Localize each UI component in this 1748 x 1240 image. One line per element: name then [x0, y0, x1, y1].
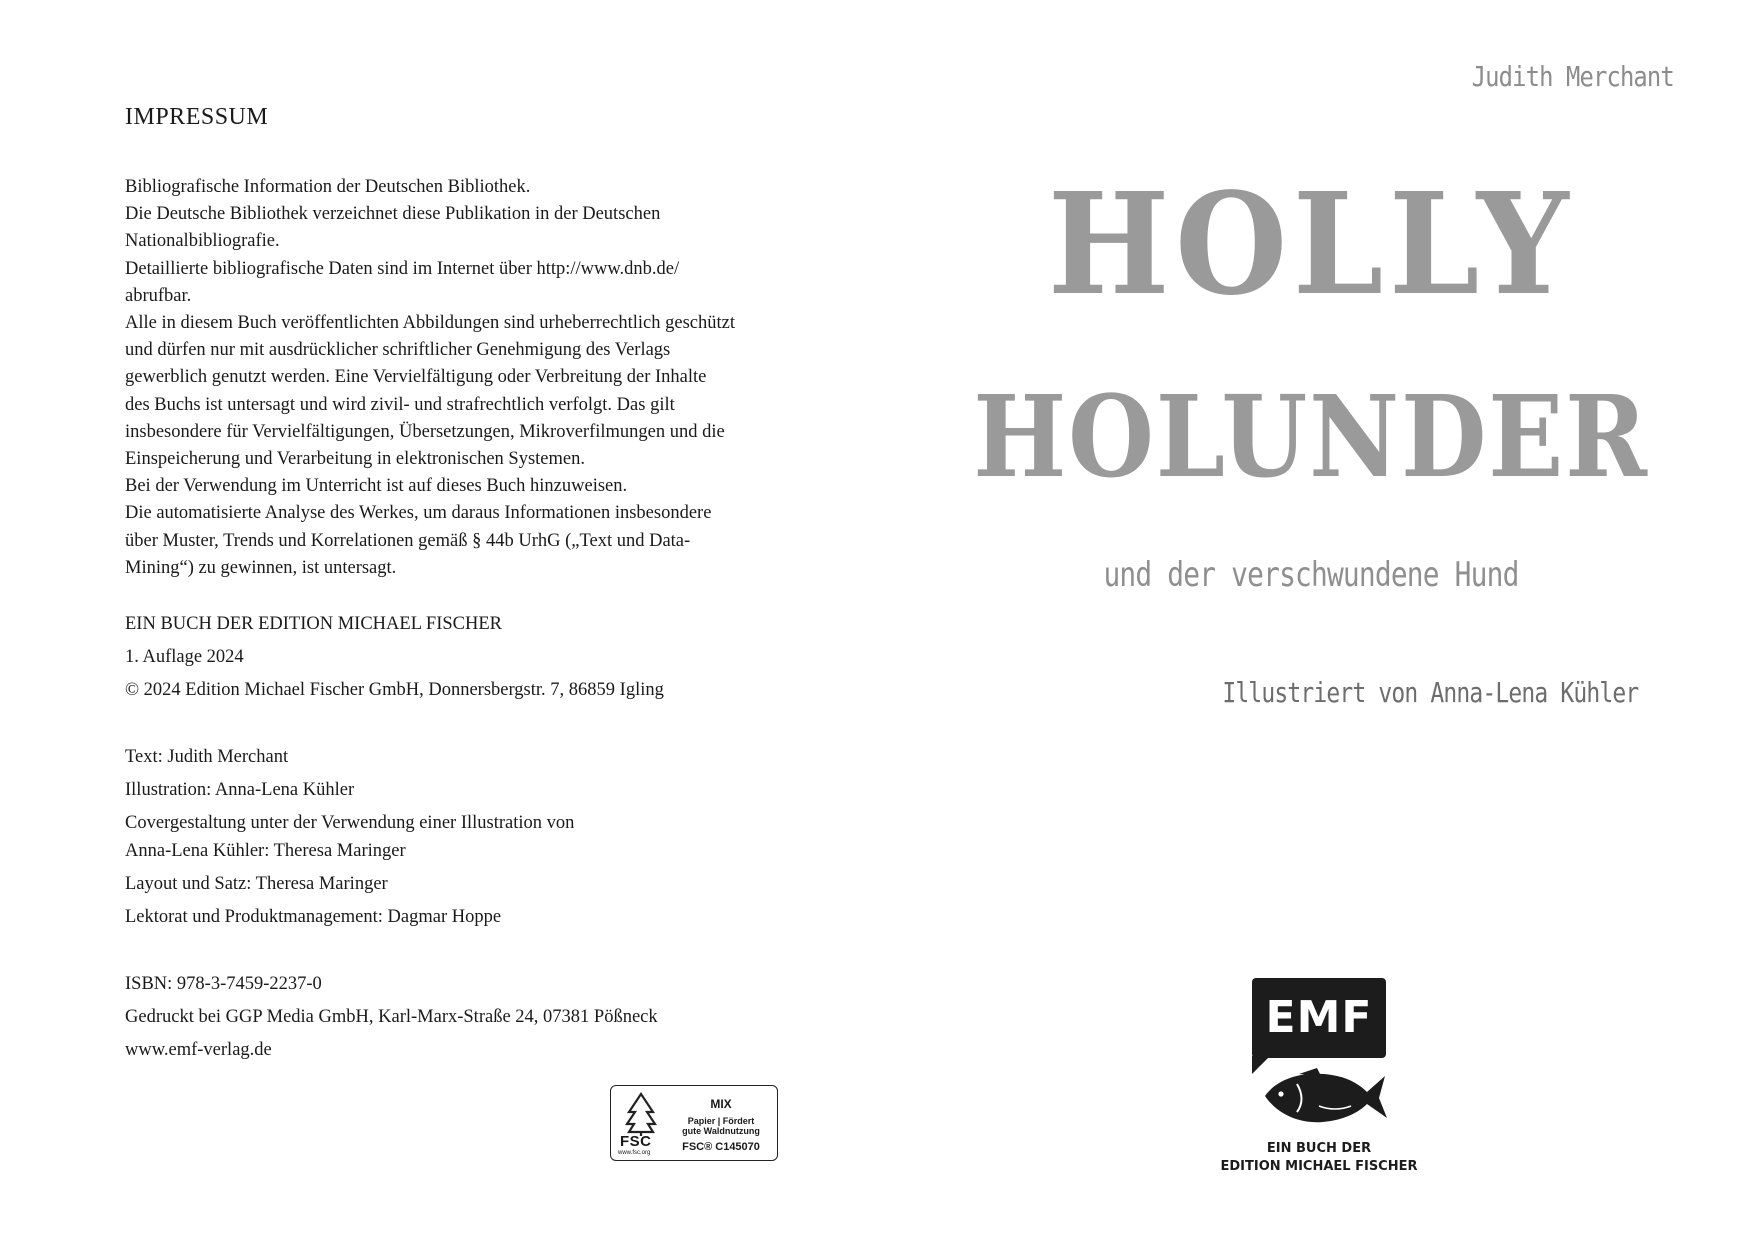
legal-line: Einspeicherung und Verarbeitung in elektronischen Systemen.	[125, 449, 585, 470]
publisher-caption-line: EDITION MICHAEL FISCHER	[1220, 1159, 1418, 1174]
edition-auflage: 1. Auflage 2024	[125, 647, 244, 668]
legal-line: abrufbar.	[125, 285, 192, 306]
fsc-desc-line: Papier | Fördert	[687, 1116, 755, 1126]
credit-cover-line1: Covergestaltung unter der Verwendung einer Illustration von	[125, 813, 575, 834]
author-name: Judith Merchant	[1471, 60, 1674, 93]
legal-line: über Muster, Trends und Korrelationen gemäß § 44b UrhG („Text und Data-	[125, 530, 691, 551]
emf-logo-text: EMF	[1265, 992, 1373, 1043]
legal-line: insbesondere für Vervielfältigungen, Übersetzungen, Mikroverfilmungen und die	[125, 421, 725, 442]
legal-line: Die Deutsche Bibliothek verzeichnet diese Publikation in der Deutschen	[125, 204, 661, 225]
legal-line: Bibliografische Information der Deutschen Bibliothek.	[125, 177, 531, 197]
legal-line: Detaillierte bibliografische Daten sind im Internet über http://www.dnb.de/	[125, 258, 680, 279]
fsc-desc-line: gute Waldnutzung	[682, 1126, 760, 1136]
fsc-label	[610, 1085, 778, 1161]
credit-text: Text: Judith Merchant	[125, 747, 289, 767]
book-title-line2: HOLUNDER	[973, 372, 1649, 503]
legal-line: des Buchs ist untersagt und wird zivil- und strafrechtlich verfolgt. Das gilt	[125, 394, 675, 415]
website-link: www.emf-verlag.de	[125, 1040, 272, 1061]
credit-layout: Layout und Satz: Theresa Maringer	[125, 873, 388, 894]
fsc-description	[671, 1116, 771, 1136]
legal-line: Mining“) zu gewinnen, ist untersagt.	[125, 557, 397, 578]
publisher-caption	[1174, 1140, 1464, 1176]
fsc-code: FSC® C145070	[682, 1141, 760, 1153]
fsc-mix: MIX	[710, 1097, 732, 1111]
emf-logo	[1252, 978, 1386, 1058]
fsc-logo-url: www.fsc.org	[618, 1150, 651, 1156]
legal-line: gewerblich genutzt werden. Eine Vervielfältigung oder Verbreitung der Inhalte	[125, 367, 707, 388]
fsc-logo-text: FSC	[620, 1133, 652, 1150]
fish-icon	[1259, 1066, 1391, 1128]
impressum-legal-text	[125, 174, 795, 582]
edition-label: EIN BUCH DER EDITION MICHAEL FISCHER	[125, 614, 503, 634]
copyright-line: © 2024 Edition Michael Fischer GmbH, Donnersbergstr. 7, 86859 Igling	[125, 680, 664, 701]
illustrator-credit: Illustriert von Anna-Lena Kühler	[1221, 676, 1638, 709]
legal-line: Die automatisierte Analyse des Werkes, um daraus Informationen insbesondere	[125, 503, 712, 524]
printer-line: Gedruckt bei GGP Media GmbH, Karl-Marx-Straße 24, 07381 Pößneck	[125, 1007, 658, 1028]
legal-line: Bei der Verwendung im Unterricht ist auf dieses Buch hinzuweisen.	[125, 476, 628, 497]
legal-line: Nationalbibliografie.	[125, 231, 280, 252]
credit-lektorat: Lektorat und Produktmanagement: Dagmar Hoppe	[125, 907, 502, 928]
impressum-title: IMPRESSUM	[125, 104, 269, 130]
credit-cover-line2: Anna-Lena Kühler: Theresa Maringer	[125, 840, 406, 861]
legal-line: Alle in diesem Buch veröffentlichten Abbildungen sind urheberrechtlich geschützt	[125, 313, 735, 334]
credit-illustration: Illustration: Anna-Lena Kühler	[125, 780, 355, 801]
credits-block	[125, 744, 574, 931]
edition-block	[125, 611, 664, 705]
book-subtitle: und der verschwundene Hund	[1103, 555, 1519, 595]
book-title-line1: HOLLY	[1047, 163, 1575, 327]
publisher-caption-line: EIN BUCH DER	[1266, 1141, 1372, 1156]
legal-line: und dürfen nur mit ausdrücklicher schriftlicher Genehmigung des Verlags	[125, 340, 671, 361]
isbn-block	[125, 971, 658, 1065]
isbn-line: ISBN: 978-3-7459-2237-0	[125, 974, 322, 994]
title-page	[874, 0, 1748, 1240]
